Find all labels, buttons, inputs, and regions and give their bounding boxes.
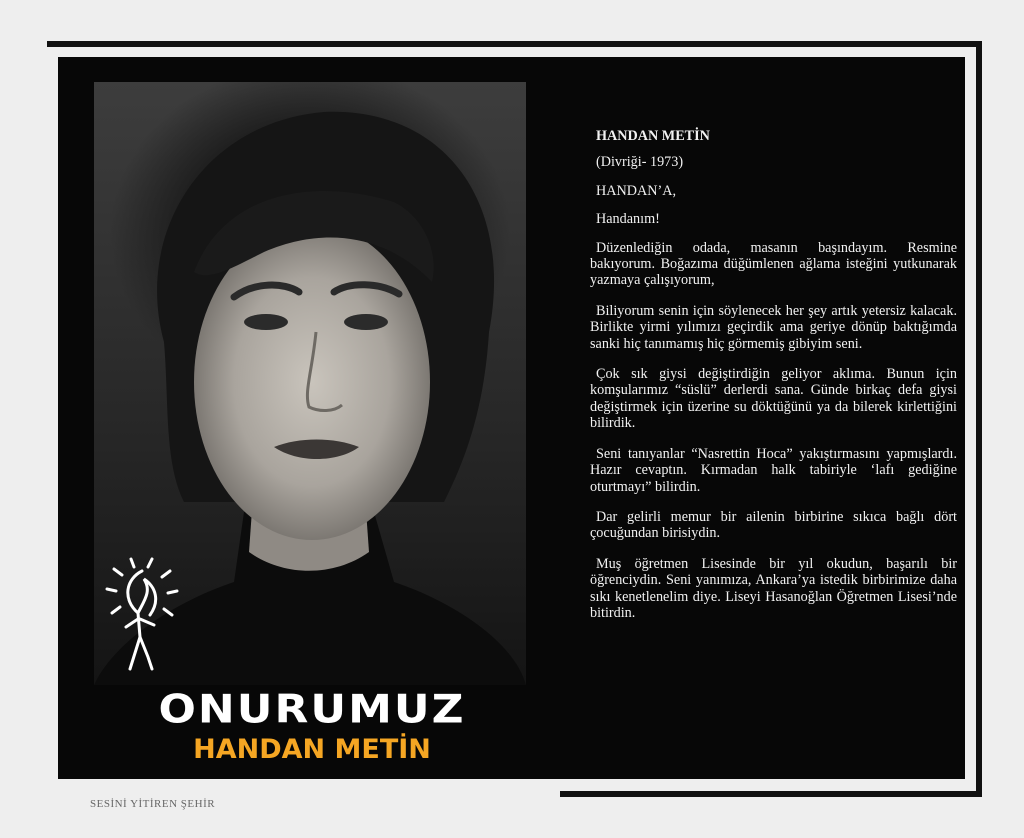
letter-paragraph: Dar gelirli memur bir ailenin birbirine sıkıca bağlı dört çocuğundan birisiydin.: [590, 508, 957, 542]
person-origin: (Divriği- 1973): [596, 154, 684, 171]
person-name: HANDAN METİN: [596, 128, 710, 144]
poster-subtitle: HANDAN METİN: [193, 734, 431, 765]
letter-paragraph: Düzenlediğin odada, masanın başındayım. Resmine bakıyorum. Boğazıma düğümlenen ağlama isteğini yutkunarak yazmaya çalışıyorum,: [590, 239, 957, 289]
footer-caption: SESİNİ YİTİREN ŞEHİR: [90, 798, 216, 810]
letter-paragraph: Biliyorum senin için söylenecek her şey artık yetersiz kalacak. Birlikte yirmi yılımızı geçirdik ama geriye dönüp baktığımda sanki hiç tanımamış hiç görmemiş gibiyim seni.: [590, 302, 957, 352]
letter-salutation: HANDAN’A,: [596, 182, 676, 199]
letter-paragraph: Muş öğretmen Lisesinde bir yıl okudun, başarılı bir öğrenciydin. Seni yanımıza, Ankara’ya istedik birbirimize daha sıkı kenetlenelim diye. Liseyi Hasanoğlan Öğretmen Lisesi’nde bitirdin.: [590, 555, 957, 621]
frame-bottom-line: [560, 791, 982, 797]
letter-paragraph: Çok sık giysi değiştirdiğin geliyor aklıma. Bunun için komşularımız “süslü” derlerdi sana. Günde birkaç defa giysi değiştirmek için üzerine su döktüğünü ya da bilerek kirlettiğini bilirdik.: [590, 366, 957, 432]
flame-figure-icon: [104, 557, 180, 673]
frame-right-line: [976, 41, 982, 791]
letter-greeting: Handanım!: [596, 211, 660, 228]
poster-title: ONURUMUZ: [158, 686, 466, 733]
letter-paragraph: Seni tanıyanlar “Nasrettin Hoca” yakıştırmasını yapmışlardı. Hazır cevaptın. Kırmadan halk tabiriyle ‘lafı gediğine oturtmayı” bilirdin.: [590, 445, 957, 495]
frame-top-line: [47, 41, 976, 47]
letter-column: [590, 128, 957, 635]
